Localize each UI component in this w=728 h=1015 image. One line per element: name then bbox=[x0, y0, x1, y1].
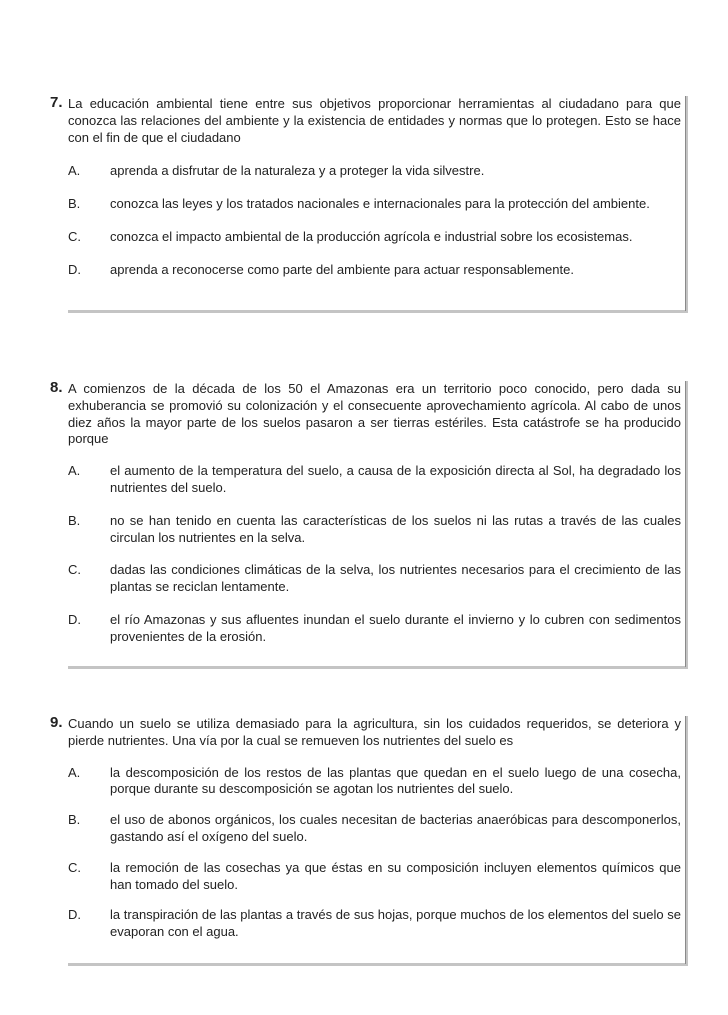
option-text: aprenda a disfrutar de la naturaleza y a proteger la vida silvestre. bbox=[110, 163, 485, 179]
option-text: no se han tenido en cuenta las características de los suelos ni las rutas a través de las cuales circulan los nutrientes en la selva. bbox=[110, 512, 681, 545]
option-letter: C. bbox=[68, 859, 81, 875]
option-text: la remoción de las cosechas ya que éstas en su composición incluyen elementos químicos que han tomado del suelo. bbox=[110, 859, 681, 892]
question-8 bbox=[48, 381, 688, 669]
option-text: el aumento de la temperatura del suelo, a causa de la exposición directa al Sol, ha degradado los nutrientes del suelo. bbox=[110, 463, 681, 495]
option-text: el río Amazonas y sus afluentes inundan el suelo durante el invierno y lo cubren con sedimentos provenientes de la erosión. bbox=[110, 611, 681, 644]
option-letter: A. bbox=[68, 764, 81, 780]
question-number: 9. bbox=[50, 714, 63, 731]
option-d bbox=[68, 612, 685, 646]
option-b bbox=[68, 812, 685, 846]
question-frame bbox=[50, 379, 688, 669]
option-text: conozca las leyes y los tratados nacionales e internacionales para la protección del ambiente. bbox=[110, 196, 650, 212]
option-letter: D. bbox=[68, 907, 81, 923]
question-number: 7. bbox=[50, 94, 63, 111]
question-stem: Cuando un suelo se utiliza demasiado para la agricultura, sin los cuidados requeridos, se deteriora y pierde nutrientes. Una vía por la cual se remueven los nutrientes del suelo es bbox=[68, 716, 681, 748]
option-a bbox=[68, 463, 685, 497]
option-a bbox=[68, 163, 685, 180]
option-text: la transpiración de las plantas a través de sus hojas, porque muchos de los elementos del suelo se evaporan con el agua. bbox=[110, 907, 681, 940]
option-letter: B. bbox=[68, 512, 81, 528]
option-b bbox=[68, 196, 685, 213]
option-c bbox=[68, 229, 685, 246]
option-letter: C. bbox=[68, 562, 81, 578]
option-text: el uso de abonos orgánicos, los cuales necesitan de bacterias anaeróbicas para descomponerlos, gastando así el oxígeno del suelo. bbox=[110, 812, 681, 844]
option-text: conozca el impacto ambiental de la producción agrícola e industrial sobre los ecosistemas. bbox=[110, 228, 633, 244]
option-d bbox=[68, 262, 685, 279]
option-letter: A. bbox=[68, 163, 81, 179]
option-c bbox=[68, 562, 685, 596]
question-frame bbox=[50, 94, 688, 313]
option-d bbox=[68, 907, 685, 941]
option-letter: C. bbox=[68, 228, 81, 244]
question-stem: La educación ambiental tiene entre sus objetivos proporcionar herramientas al ciudadano para que conozca las relaciones del ambiente y la existencia de entidades y normas que lo protegen. Esto se hace con el fin de que el ciudadano bbox=[68, 96, 681, 145]
option-letter: B. bbox=[68, 812, 81, 828]
option-letter: D. bbox=[68, 261, 81, 277]
option-letter: A. bbox=[68, 463, 81, 479]
option-a bbox=[68, 765, 685, 799]
question-number: 8. bbox=[50, 379, 63, 396]
option-text: la descomposición de los restos de las plantas que quedan en el suelo luego de una cosecha, porque durante su descomposición se agotan los nutrientes del suelo. bbox=[110, 764, 681, 797]
option-letter: B. bbox=[68, 196, 81, 212]
question-stem: A comienzos de la década de los 50 el Amazonas era un territorio poco conocido, pero dada su exhuberancia se promovió su colonización y el consecuente aprovechamiento agrícola. Al cabo de unos diez años la mayor parte de los suelos pasaron a ser tierras estériles. Esta catástrofe se ha producido porque bbox=[68, 381, 681, 447]
option-b bbox=[68, 513, 685, 547]
question-7 bbox=[48, 96, 688, 313]
question-9 bbox=[48, 716, 688, 966]
option-text: dadas las condiciones climáticas de la selva, los nutrientes necesarios para el crecimiento de las plantas se reciclan lentamente. bbox=[110, 562, 681, 595]
question-frame bbox=[50, 714, 688, 966]
option-text: aprenda a reconocerse como parte del ambiente para actuar responsablemente. bbox=[110, 261, 574, 277]
option-letter: D. bbox=[68, 611, 81, 627]
option-c bbox=[68, 860, 685, 894]
